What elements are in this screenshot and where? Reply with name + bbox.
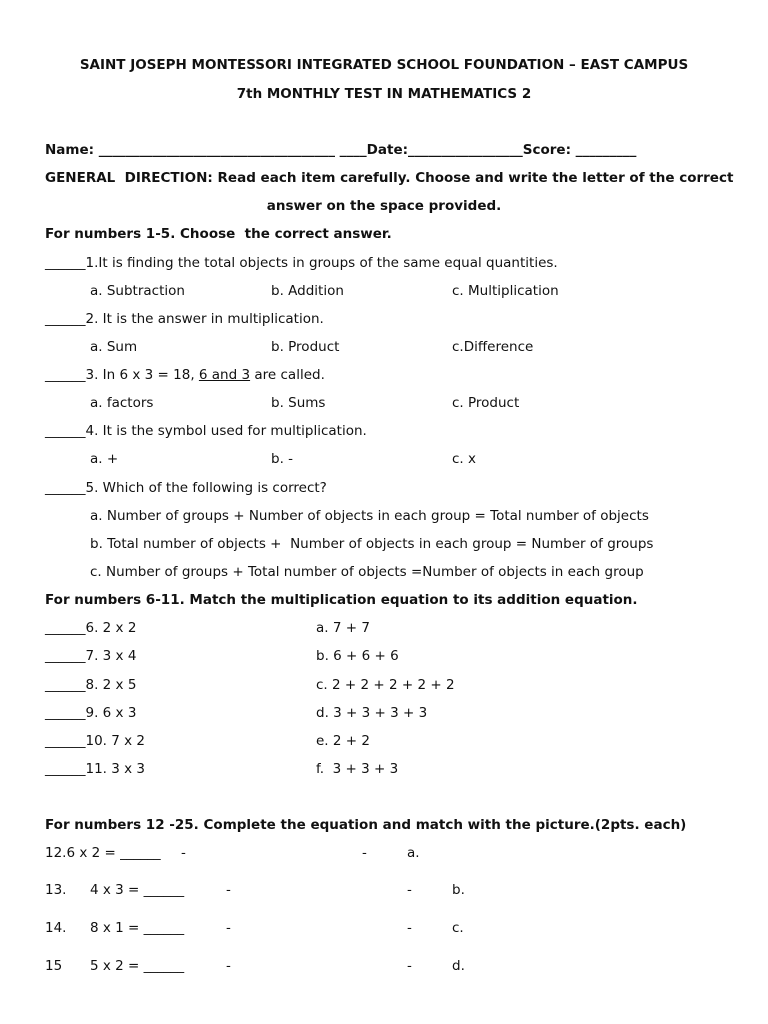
part2-heading: For numbers 6-11. Match the multiplication equation to its addition equation.	[45, 592, 638, 608]
equation-number: 13.	[45, 882, 67, 898]
match-item-left: ______7. 3 x 4	[45, 648, 137, 664]
q3-option-b: b. Sums	[271, 395, 326, 411]
name-date-score-line: Name: ___________________________________ ____Date:_________________Score: _________	[45, 142, 637, 158]
part1-heading: For numbers 1-5. Choose the correct answer.	[45, 226, 392, 242]
match-dash: -	[407, 882, 412, 898]
picture-letter: a.	[407, 845, 420, 861]
part3-heading: For numbers 12 -25. Complete the equation and match with the picture.(2pts. each)	[45, 817, 687, 833]
general-direction-line1: GENERAL DIRECTION: Read each item carefully. Choose and write the letter of the correct	[45, 170, 734, 186]
q1-option-a: a. Subtraction	[90, 283, 185, 299]
match-dash: -	[226, 920, 231, 936]
match-item-left: ______10. 7 x 2	[45, 733, 146, 749]
picture-letter: b.	[452, 882, 465, 898]
q2-option-c: c.Difference	[452, 339, 534, 355]
match-dash: -	[181, 845, 186, 861]
equation-text: 4 x 3 = ______	[90, 882, 185, 898]
match-dash: -	[362, 845, 367, 861]
q4-option-a: a. +	[90, 451, 119, 467]
picture-letter: d.	[452, 958, 465, 974]
q5-option-b: b. Total number of objects + Number of objects in each group = Number of groups	[90, 536, 654, 552]
match-dash: -	[226, 882, 231, 898]
equation-text: 5 x 2 = ______	[90, 958, 185, 974]
school-name: SAINT JOSEPH MONTESSORI INTEGRATED SCHOOL FOUNDATION – EAST CAMPUS	[79, 57, 689, 73]
question-4: ______4. It is the symbol used for multiplication.	[45, 423, 367, 439]
match-dash: -	[407, 920, 412, 936]
q1-option-c: c. Multiplication	[452, 283, 559, 299]
match-item-left: ______9. 6 x 3	[45, 705, 137, 721]
match-item-right: a. 7 + 7	[316, 620, 370, 636]
match-dash: -	[226, 958, 231, 974]
equation-number: 12.6 x 2 = ______	[45, 845, 161, 861]
q3-option-a: a. factors	[90, 395, 154, 411]
match-item-right: c. 2 + 2 + 2 + 2 + 2	[316, 677, 455, 693]
question-3	[45, 367, 325, 383]
q2-option-a: a. Sum	[90, 339, 138, 355]
match-item-left: ______6. 2 x 2	[45, 620, 137, 636]
test-title: 7th MONTHLY TEST IN MATHEMATICS 2	[236, 86, 532, 102]
question-1: ______1.It is finding the total objects in groups of the same equal quantities.	[45, 255, 558, 271]
match-item-right: d. 3 + 3 + 3 + 3	[316, 705, 428, 721]
match-item-right: e. 2 + 2	[316, 733, 370, 749]
match-item-right: f. 3 + 3 + 3	[316, 761, 399, 777]
match-item-right: b. 6 + 6 + 6	[316, 648, 399, 664]
q3-option-c: c. Product	[452, 395, 520, 411]
match-dash: -	[407, 958, 412, 974]
q5-option-a: a. Number of groups + Number of objects in each group = Total number of objects	[90, 508, 649, 524]
general-direction-line2: answer on the space provided.	[266, 198, 502, 214]
question-5: ______5. Which of the following is correct?	[45, 480, 327, 496]
q3-underlined-factors: 6 and 3	[198, 367, 251, 383]
q4-option-b: b. -	[271, 451, 294, 467]
q4-option-c: c. x	[452, 451, 476, 467]
equation-text: 8 x 1 = ______	[90, 920, 185, 936]
q3-text-pre: ______3. In 6 x 3 = 18,	[45, 367, 199, 383]
match-item-left: ______8. 2 x 5	[45, 677, 137, 693]
q2-option-b: b. Product	[271, 339, 340, 355]
q1-option-b: b. Addition	[271, 283, 344, 299]
picture-letter: c.	[452, 920, 464, 936]
match-item-left: ______11. 3 x 3	[45, 761, 146, 777]
q3-text-post: are called.	[250, 367, 325, 383]
equation-number: 15	[45, 958, 63, 974]
question-2: ______2. It is the answer in multiplication.	[45, 311, 324, 327]
equation-number: 14.	[45, 920, 67, 936]
q5-option-c: c. Number of groups + Total number of objects =Number of objects in each group	[90, 564, 644, 580]
